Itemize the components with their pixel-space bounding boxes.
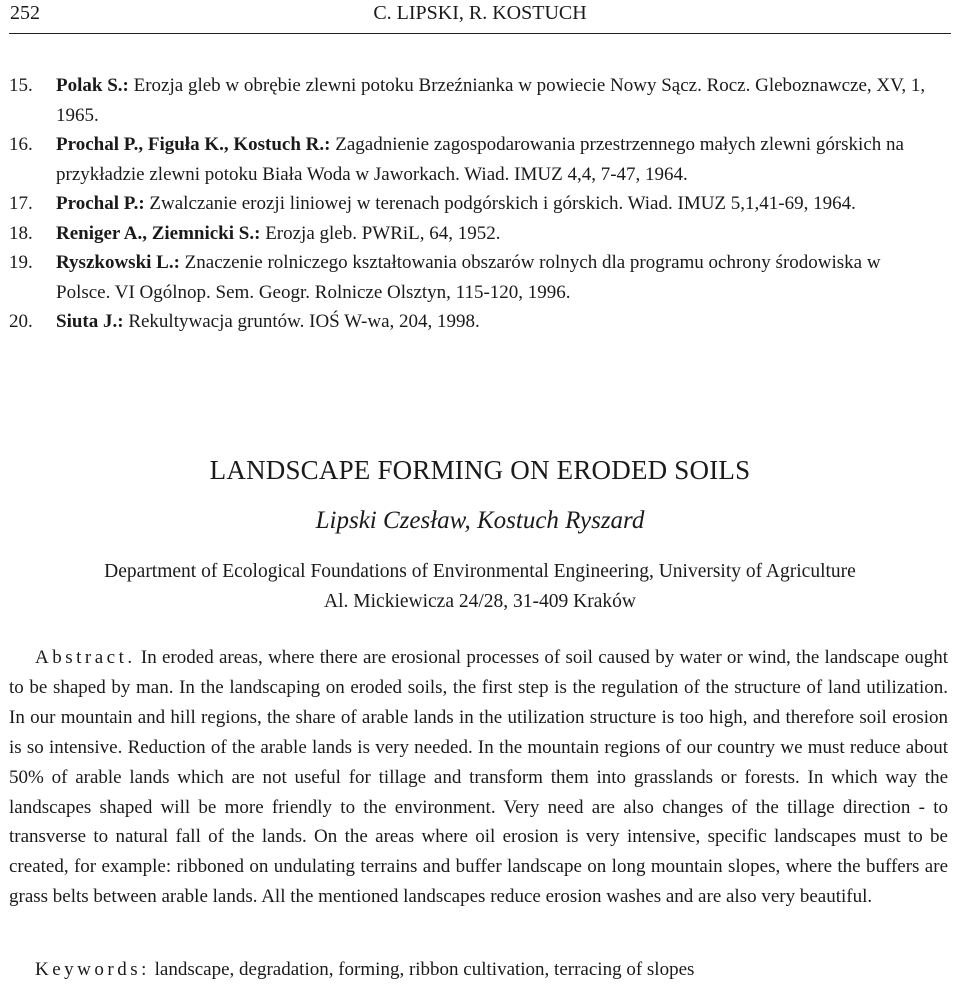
reference-number: 17. (9, 193, 33, 214)
keywords (35, 956, 948, 984)
reference-item (9, 219, 939, 249)
reference-authors: Polak S.: (56, 75, 129, 96)
affiliation-address: Al. Mickiewicza 24/28, 31-409 Kraków (324, 590, 636, 612)
reference-authors: Reniger A., Ziemnicki S.: (56, 222, 261, 244)
keywords-text: landscape, degradation, forming, ribbon cultivation, terracing of slopes (149, 959, 695, 980)
reference-text: Zwalczanie erozji liniowej w terenach podgórskich i górskich. Wiad. IMUZ 5,1,41-69, 1964. (144, 193, 856, 214)
page-number: 252 (10, 2, 40, 24)
reference-text: Erozja gleb w obrębie zlewni potoku Brzeźnianka w powiecie Nowy Sącz. Rocz. Gleboznawcze, XV, 1, 1965. (56, 75, 926, 126)
page-header (9, 0, 951, 34)
reference-item (9, 130, 939, 189)
reference-number: 15. (9, 75, 33, 96)
reference-authors: Siuta J.: (56, 311, 124, 332)
summary-title: LANDSCAPE FORMING ON ERODED SOILS (209, 455, 751, 485)
abstract-label: Abstract. (35, 647, 136, 668)
reference-number: 16. (9, 134, 33, 155)
reference-item (9, 307, 939, 337)
abstract (9, 643, 948, 912)
reference-text: Zagadnienie zagospodarowania przestrzennego małych zlewni górskich na przykładzie zlewni potoku Biała Woda w Jaworkach. Wiad. IMUZ 4,4, 7-47, 1964. (56, 134, 904, 185)
reference-text: Znaczenie rolniczego kształtowania obszarów rolnych dla programu ochrony środowiska w Polsce. VI Ogólnop. Sem. Geogr. Rolnicze Olsztyn, 115-120, 1996. (56, 252, 881, 303)
reference-text: Erozja gleb. PWRiL, 64, 1952. (260, 222, 501, 244)
keywords-label: Keywords: (35, 959, 150, 980)
reference-number: 19. (9, 252, 33, 273)
abstract-paragraph (9, 643, 948, 912)
reference-authors: Ryszkowski L.: (56, 252, 180, 273)
reference-authors: Prochal P.: (56, 193, 145, 214)
reference-list (9, 71, 939, 337)
running-head: C. LIPSKI, R. KOSTUCH (373, 2, 587, 24)
reference-item (9, 248, 939, 307)
reference-item (9, 189, 939, 219)
reference-authors: Prochal P., Figuła K., Kostuch R.: (56, 134, 331, 155)
affiliation (0, 557, 960, 616)
reference-item (9, 71, 939, 130)
reference-number: 20. (9, 311, 33, 332)
reference-number: 18. (9, 222, 33, 244)
summary-authors: Lipski Czesław, Kostuch Ryszard (315, 507, 645, 534)
affiliation-department: Department of Ecological Foundations of Environmental Engineering, University of Agriculture (104, 561, 856, 582)
reference-text: Rekultywacja gruntów. IOŚ W-wa, 204, 1998. (123, 311, 480, 332)
abstract-text: In eroded areas, where there are erosional processes of soil caused by water or wind, the landscape ought to be shaped by man. In the landscaping on eroded soils, the first step is the regulation of the structure of land utilization. In our mountain and hill regions, the share of arable lands in the utilization structure is too high, and therefore soil erosion is so intensive. Reduction of the arable lands is very needed. In the mountain regions of our country we must reduce about 50% of arable lands which are not useful for tillage and transform them into grasslands or forests. In which way the landscapes shaped will be more friendly to the environment. Very need are also changes of the tillage direction - to transverse to natural fall of the lands. On the areas where oil erosion is very intensive, specific landscapes must to be created, for example: ribboned on undulating terrains and buffer landscape on long mountain slopes, where the buffers are grass belts between arable lands. All the mentioned landscapes reduce erosion washes and are also very beautiful. (9, 647, 948, 908)
